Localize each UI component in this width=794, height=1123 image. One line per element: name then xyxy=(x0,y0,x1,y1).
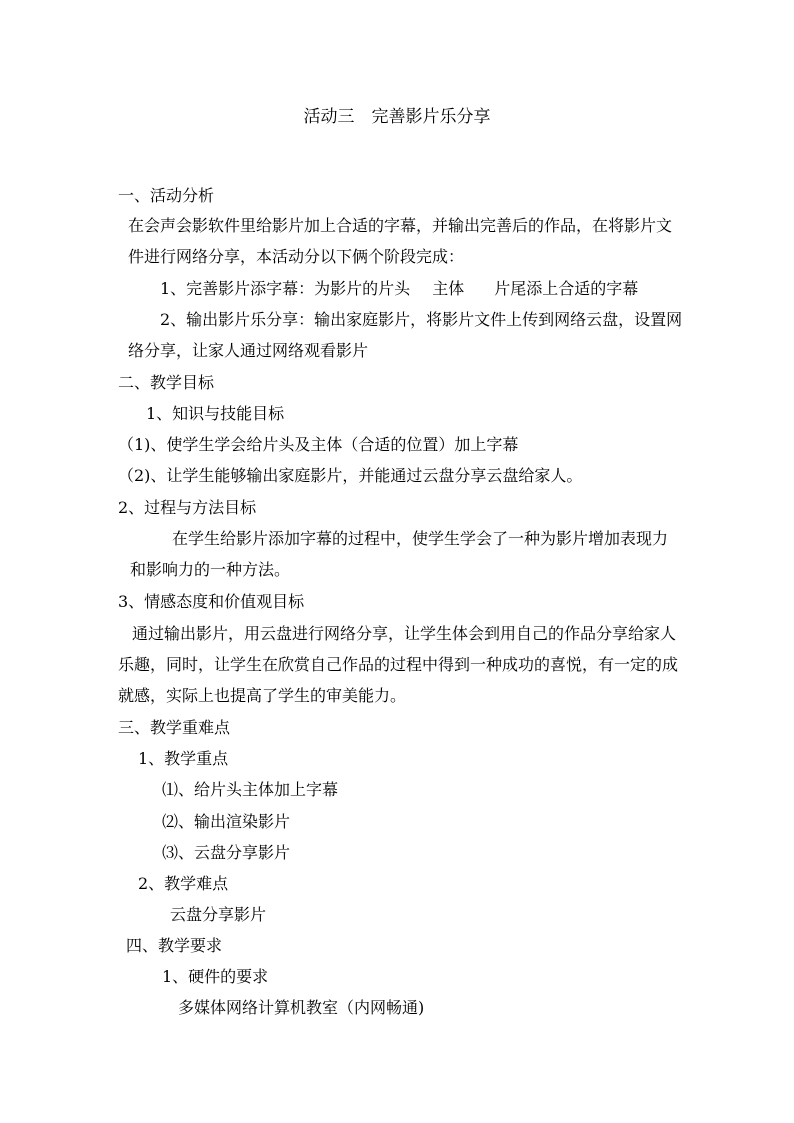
paragraph-line: 在会声会影软件里给影片加上合适的字幕，并输出完善后的作品，在将影片文 xyxy=(128,216,673,235)
stage-1-main-body: 主体 xyxy=(432,279,465,298)
paragraph-line: 乐趣，同时，让学生在欣赏自己作品的过程中得到一种成功的喜悦，有一定的成 xyxy=(118,655,679,674)
paragraph-line: 在学生给影片添加字幕的过程中，使学生学会了一种为影片增加表现力 xyxy=(172,529,669,548)
paragraph-line: 就感，实际上也提高了学生的审美能力。 xyxy=(118,686,407,705)
key-point-item: ⑵、输出渲染影片 xyxy=(162,812,291,831)
goal-item: （1)、使学生学会给片头及主体（合适的位置）加上字幕 xyxy=(118,435,519,454)
list-item-stage-1 xyxy=(160,279,638,299)
section-heading-key-difficulties: 三、教学重难点 xyxy=(118,718,231,737)
paragraph-line: 件进行网络分享，本活动分以下俩个阶段完成： xyxy=(128,247,465,266)
subheading-key-points: 1、教学重点 xyxy=(138,749,229,768)
key-point-item: ⑴、给片头主体加上字幕 xyxy=(162,780,339,799)
stage-1-ending: 片尾添上合适的字幕 xyxy=(494,279,639,298)
paragraph-line: 和影响力的一种方法。 xyxy=(130,560,291,579)
subheading-emotion-values: 3、情感态度和价值观目标 xyxy=(118,592,305,611)
hardware-item: 多媒体网络计算机教室（内网畅通) xyxy=(178,998,425,1017)
document-title: 活动三 完善影片乐分享 xyxy=(303,107,491,127)
section-heading-teaching-goals: 二、教学目标 xyxy=(118,373,215,392)
difficulty-item: 云盘分享影片 xyxy=(170,905,267,924)
section-heading-activity-analysis: 一、活动分析 xyxy=(118,186,215,205)
list-item-stage-2: 2、输出影片乐分享：输出家庭影片，将影片文件上传到网络云盘，设置网 xyxy=(160,310,683,329)
paragraph-line: 络分享，让家人通过网络观看影片 xyxy=(128,341,369,360)
subheading-difficulties: 2、教学难点 xyxy=(138,874,229,893)
paragraph-line: 通过输出影片，用云盘进行网络分享，让学生体会到用自己的作品分享给家人 xyxy=(132,624,677,643)
subheading-hardware: 1、硬件的要求 xyxy=(162,967,269,986)
stage-1-text: 1、完善影片添字幕：为影片的片头 xyxy=(160,279,411,298)
key-point-item: ⑶、云盘分享影片 xyxy=(162,843,291,862)
subheading-knowledge-skills: 1、知识与技能目标 xyxy=(146,404,285,423)
goal-item: （2)、让学生能够输出家庭影片，并能通过云盘分享云盘给家人。 xyxy=(118,466,583,485)
section-heading-teaching-requirements: 四、教学要求 xyxy=(126,936,223,955)
subheading-process-method: 2、过程与方法目标 xyxy=(118,498,257,517)
